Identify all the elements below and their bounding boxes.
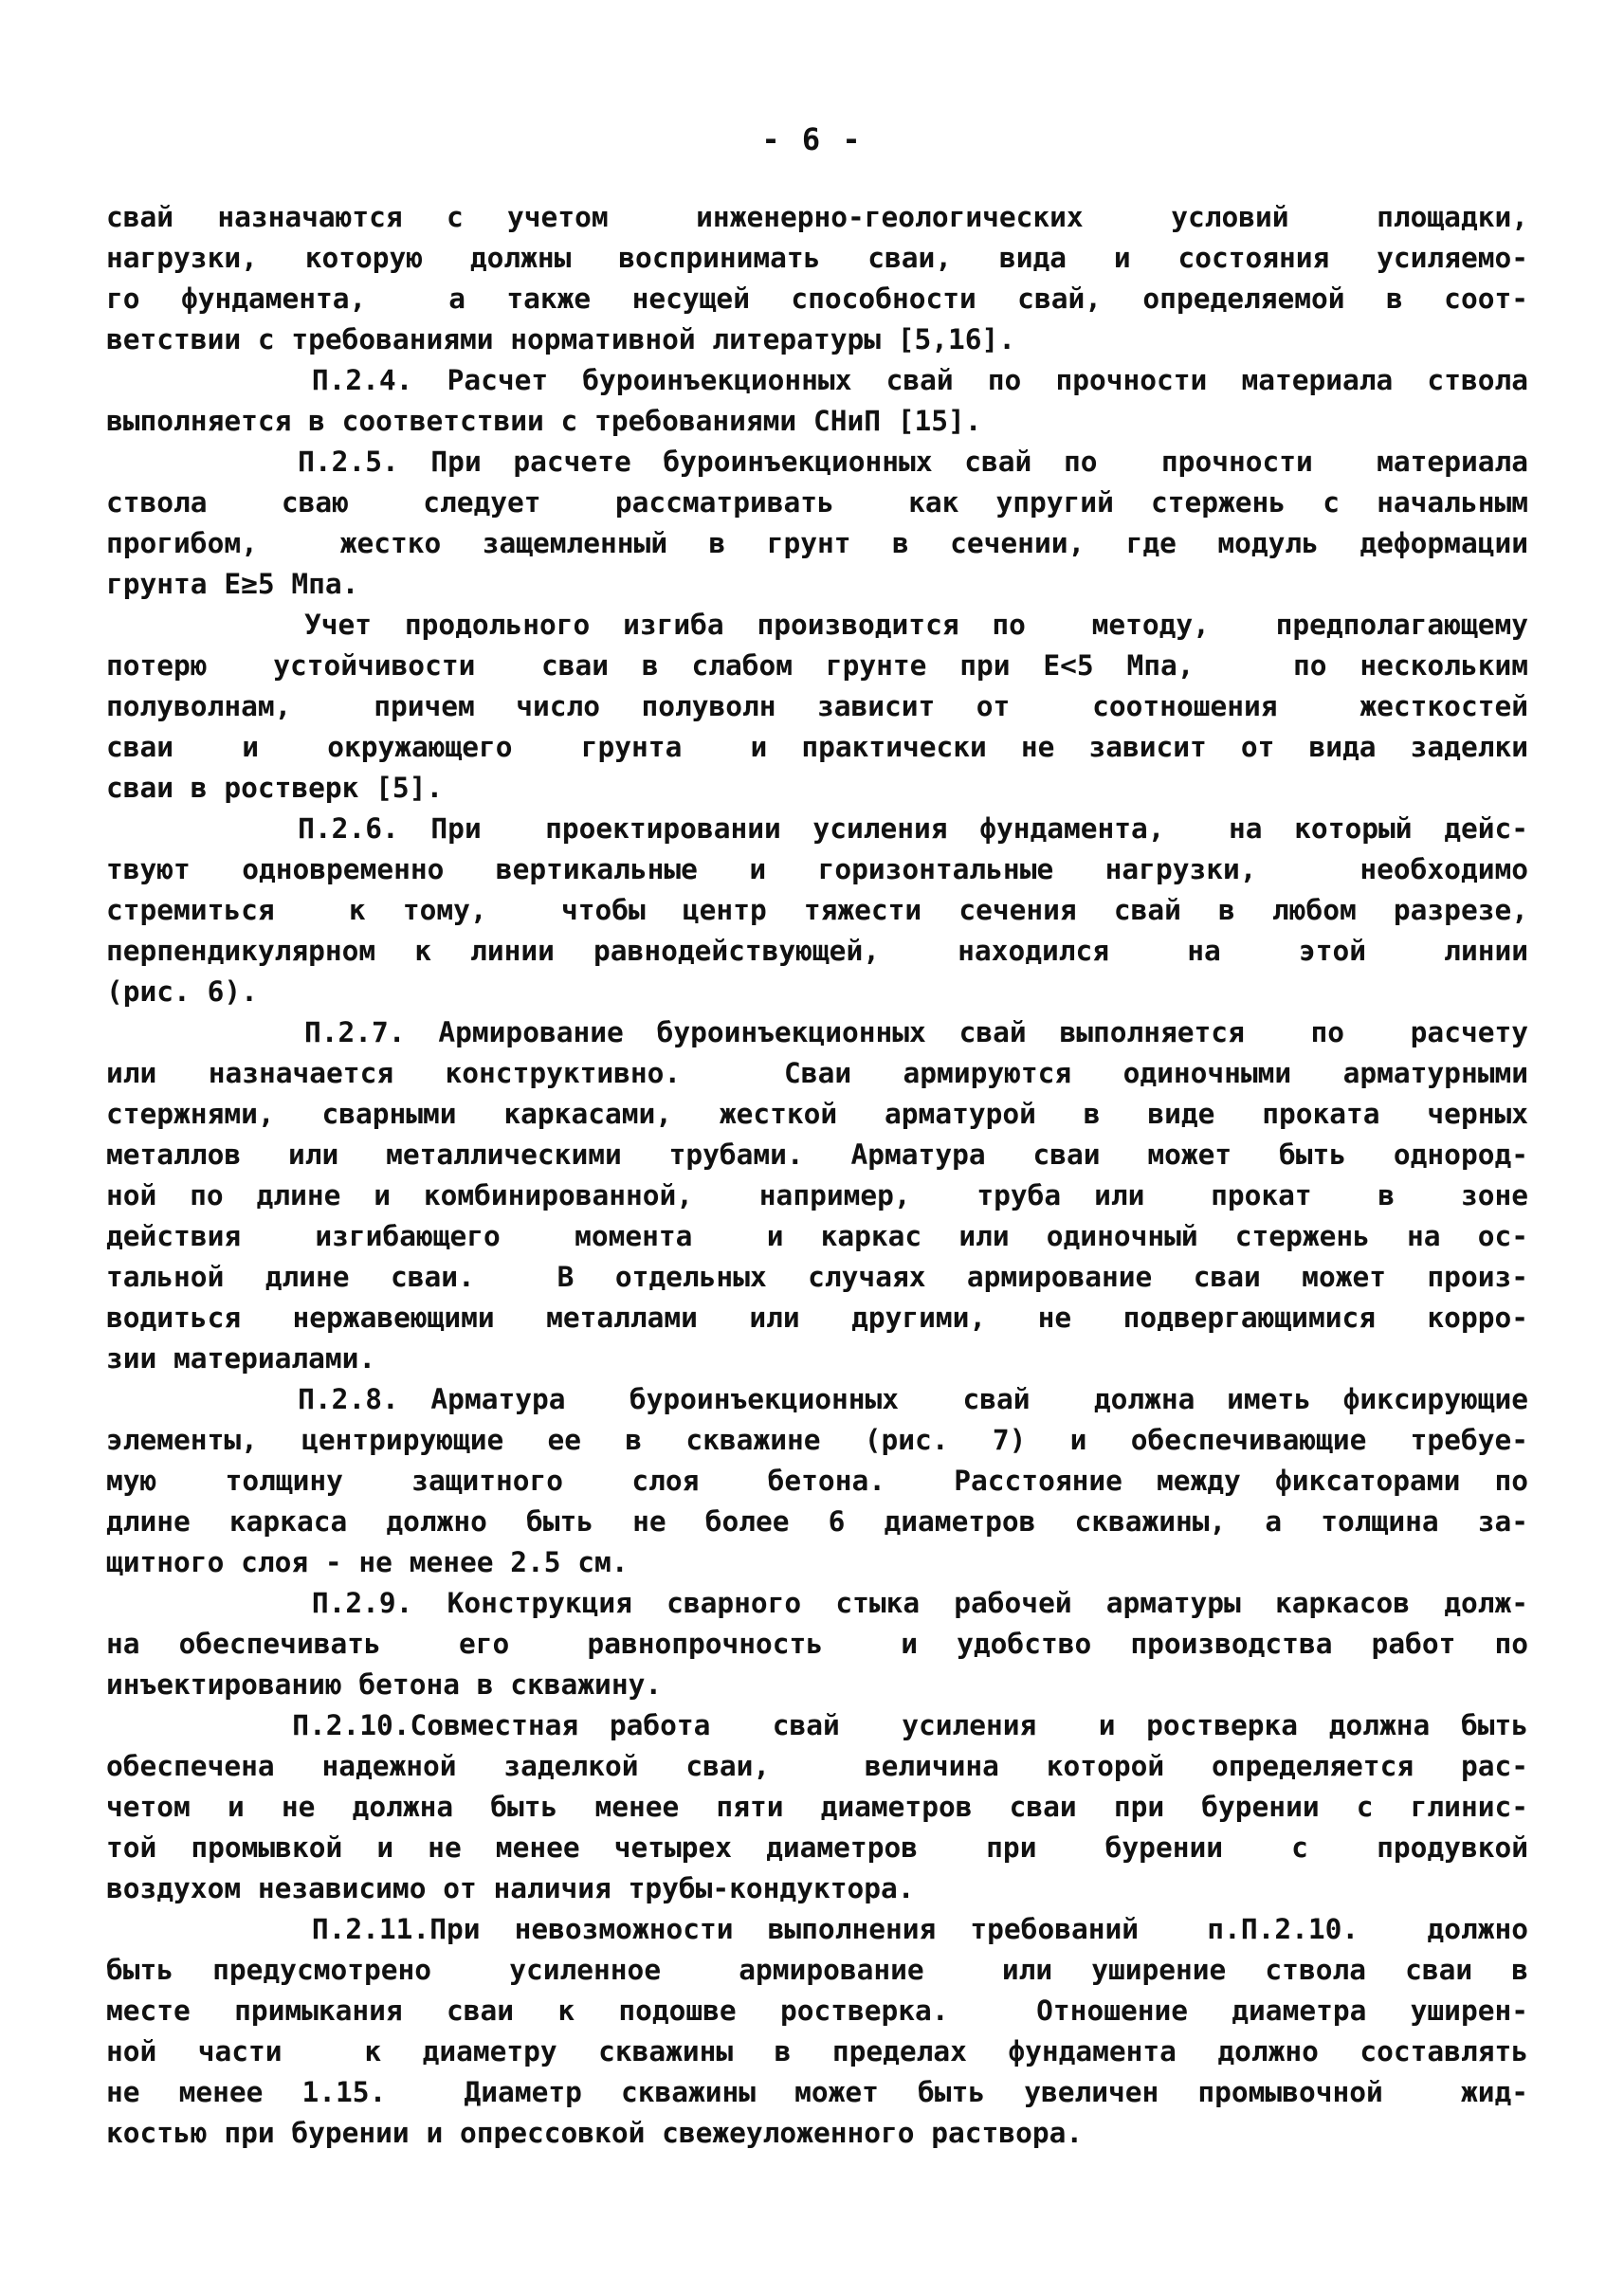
text-line: твуют одновременно вертикальные и горизонтальные нагрузки, необходимо <box>106 853 1528 885</box>
paragraph-p-2-8 <box>106 1379 1528 1583</box>
paragraph-p-2-5b <box>106 605 1528 809</box>
text-line: потерю устойчивости сваи в слабом грунте при E<5 Мпа, по нескольким <box>106 649 1528 682</box>
text-line: на обеспечивать его равнопрочность и удобство производства работ по <box>106 1628 1528 1660</box>
paragraph-p-2-6 <box>106 809 1528 1012</box>
text-line: зии материалами. <box>106 1342 376 1375</box>
text-line: металлов или металлическими трубами. Арматура сваи может быть однород- <box>106 1138 1528 1171</box>
text-line: го фундамента, а также несущей способности свай, определяемой в соот- <box>106 282 1528 315</box>
text-line: обеспечена надежной заделкой сваи, величина которой определяется рас- <box>106 1750 1528 1782</box>
text-line: сваи и окружающего грунта и практически не зависит от вида заделки <box>106 731 1528 763</box>
text-line: щитного слоя - не менее 2.5 см. <box>106 1546 629 1578</box>
body-text <box>106 197 1528 2154</box>
text-line: костью при бурении и опрессовкой свежеуложенного раствора. <box>106 2117 1084 2149</box>
paragraph-p-2-9 <box>106 1583 1528 1705</box>
text-line: П.2.9. Конструкция сварного стыка рабочей арматуры каркасов долж- <box>106 1587 1528 1619</box>
text-line: месте примыкания сваи к подошве ростверка. Отношение диаметра уширен- <box>106 1994 1528 2027</box>
text-line: или назначается конструктивно. Сваи армируются одиночными арматурными <box>106 1057 1528 1089</box>
text-line: водиться нержавеющими металлами или другими, не подвергающимися корро- <box>106 1302 1528 1334</box>
text-line: инъектированию бетона в скважину. <box>106 1668 663 1701</box>
paragraph-p-2-4 <box>106 360 1528 442</box>
text-line: грунта E≥5 Мпа. <box>106 568 359 600</box>
paragraph-p0 <box>106 197 1528 360</box>
page-number: - 6 - <box>761 121 863 157</box>
text-line: быть предусмотрено усиленное армирование или уширение ствола сваи в <box>106 1954 1528 1986</box>
text-line: выполняется в соответствии с требованиями СНиП [15]. <box>106 405 982 437</box>
text-line: стержнями, сварными каркасами, жесткой арматурой в виде проката черных <box>106 1098 1528 1130</box>
text-line: стремиться к тому, чтобы центр тяжести сечения свай в любом разрезе, <box>106 894 1528 926</box>
text-line: (рис. 6). <box>106 975 258 1008</box>
text-line: действия изгибающего момента и каркас или одиночный стержень на ос- <box>106 1220 1528 1252</box>
paragraph-p-2-7 <box>106 1012 1528 1379</box>
text-line: Учет продольного изгиба производится по методу, предполагающему <box>106 609 1528 641</box>
text-line: тальной длине сваи. В отдельных случаях армирование сваи может произ- <box>106 1261 1528 1293</box>
text-line: той промывкой и не менее четырех диаметров при бурении с продувкой <box>106 1831 1528 1864</box>
text-line: П.2.10.Совместная работа свай усиления и ростверка должна быть <box>106 1709 1528 1741</box>
text-line: ветствии с требованиями нормативной литературы [5,16]. <box>106 323 1016 355</box>
text-line: свай назначаются с учетом инженерно-геологических условий площадки, <box>106 201 1528 233</box>
text-line: П.2.4. Расчет буроинъекционных свай по прочности материала ствола <box>106 364 1528 396</box>
text-line: П.2.5. При расчете буроинъекционных свай по прочности материала <box>106 446 1528 478</box>
text-line: ствола сваю следует рассматривать как упругий стержень с начальным <box>106 486 1528 519</box>
text-line: мую толщину защитного слоя бетона. Расстояние между фиксаторами по <box>106 1465 1528 1497</box>
text-line: воздухом независимо от наличия трубы-кондуктора. <box>106 1872 915 1904</box>
text-line: П.2.6. При проектировании усиления фундамента, на который дейс- <box>106 812 1528 845</box>
paragraph-p-2-5 <box>106 442 1528 605</box>
text-line: ной по длине и комбинированной, например, труба или прокат в зоне <box>106 1179 1528 1211</box>
text-line: длине каркаса должно быть не более 6 диаметров скважины, а толщина за- <box>106 1505 1528 1538</box>
text-line: П.2.8. Арматура буроинъекционных свай должна иметь фиксирующие <box>106 1383 1528 1415</box>
text-line: П.2.11.При невозможности выполнения требований п.П.2.10. должно <box>106 1913 1528 1945</box>
text-line: не менее 1.15. Диаметр скважины может быть увеличен промывочной жид- <box>106 2076 1528 2108</box>
text-line: четом и не должна быть менее пяти диаметров сваи при бурении с глинис- <box>106 1791 1528 1823</box>
paragraph-p-2-10 <box>106 1705 1528 1909</box>
text-line: перпендикулярном к линии равнодействующей, находился на этой линии <box>106 935 1528 967</box>
paragraph-p-2-11 <box>106 1909 1528 2154</box>
text-line: П.2.7. Армирование буроинъекционных свай выполняется по расчету <box>106 1016 1528 1048</box>
text-line: ной части к диаметру скважины в пределах фундамента должно составлять <box>106 2035 1528 2067</box>
text-line: прогибом, жестко защемленный в грунт в сечении, где модуль деформации <box>106 527 1528 559</box>
text-line: сваи в ростверк [5]. <box>106 772 444 804</box>
text-line: нагрузки, которую должны воспринимать сваи, вида и состояния усиляемо- <box>106 242 1528 274</box>
text-line: полуволнам, причем число полуволн зависит от соотношения жесткостей <box>106 690 1528 722</box>
text-line: элементы, центрирующие ее в скважине (рис. 7) и обеспечивающие требуе- <box>106 1424 1528 1456</box>
